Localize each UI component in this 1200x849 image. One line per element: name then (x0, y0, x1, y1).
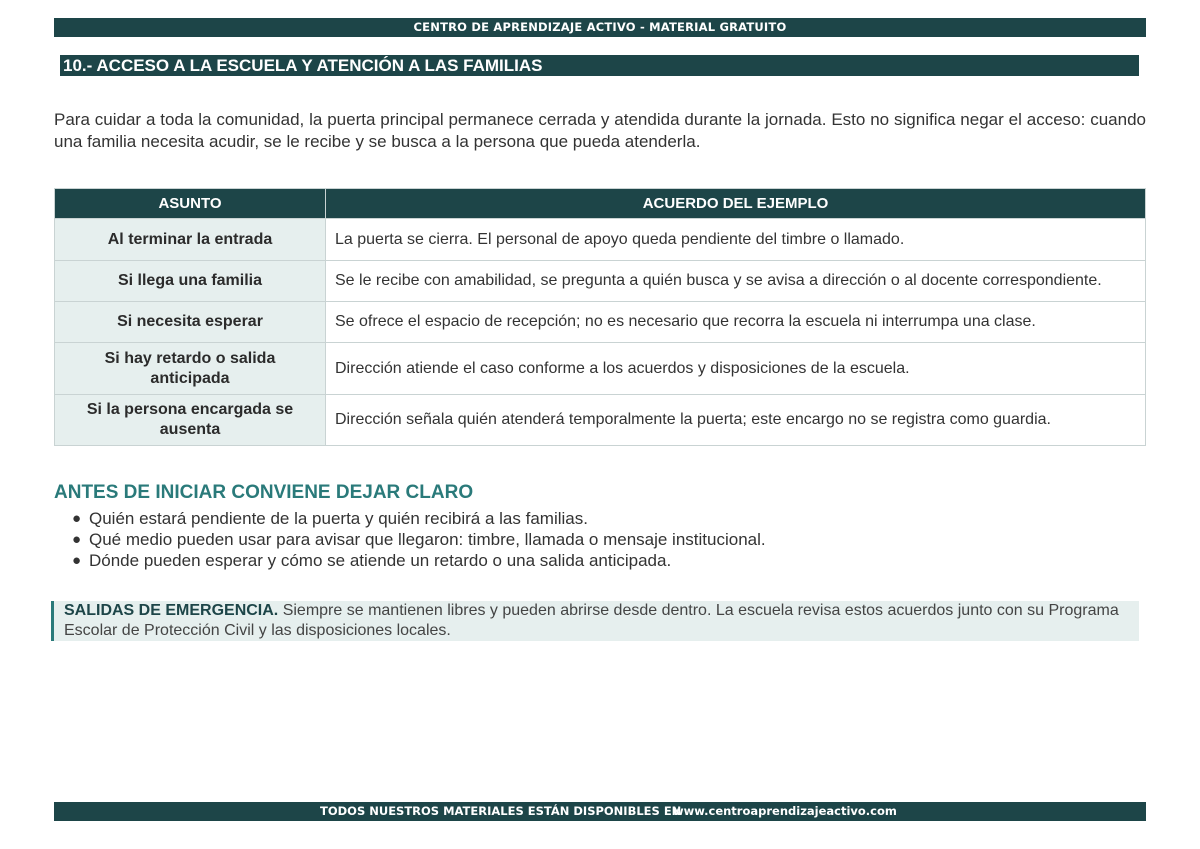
row-topic: Si la persona encargada se ausenta (55, 395, 326, 446)
header-banner: CENTRO DE APRENDIZAJE ACTIVO - MATERIAL GRATUITO (54, 18, 1146, 37)
section-title: 10.- ACCESO A LA ESCUELA Y ATENCIÓN A LAS FAMILIAS (60, 55, 1139, 76)
list-item (54, 550, 766, 571)
table-row (55, 219, 1146, 261)
table-row (55, 343, 1146, 395)
footer-banner (54, 802, 1146, 821)
row-agreement: Dirección atiende el caso conforme a los acuerdos y disposiciones de la escuela. (326, 343, 1146, 395)
bullet-icon: ● (72, 531, 82, 548)
row-topic: Si llega una familia (55, 261, 326, 302)
list-item-text: Qué medio pueden usar para avisar que llegaron: timbre, llamada o mensaje institucional. (89, 530, 766, 549)
emergency-callout (51, 601, 1139, 641)
table-row (55, 395, 1146, 446)
column-header-topic: ASUNTO (55, 189, 326, 219)
row-agreement: Se le recibe con amabilidad, se pregunta a quién busca y se avisa a dirección o al docente correspondiente. (326, 261, 1146, 302)
row-agreement: La puerta se cierra. El personal de apoyo queda pendiente del timbre o llamado. (326, 219, 1146, 261)
table-row (55, 302, 1146, 343)
list-item-text: Dónde pueden esperar y cómo se atiende un retardo o una salida anticipada. (89, 551, 672, 570)
list-item (54, 508, 766, 529)
bullet-icon: ● (72, 552, 82, 569)
list-item-text: Quién estará pendiente de la puerta y quién recibirá a las familias. (89, 509, 588, 528)
checklist-heading: ANTES DE INICIAR CONVIENE DEJAR CLARO (54, 482, 474, 503)
footer-url[interactable]: www.centroaprendizajeactivo.com (673, 804, 897, 818)
bullet-icon: ● (72, 510, 82, 527)
column-header-agreement: ACUERDO DEL EJEMPLO (326, 189, 1146, 219)
intro-paragraph: Para cuidar a toda la comunidad, la puerta principal permanece cerrada y atendida durante la jornada. Esto no significa negar el acceso: cuando una familia necesita acudir, se le recibe y se busca a la persona que pueda atenderla. (54, 110, 1146, 151)
row-agreement: Se ofrece el espacio de recepción; no es necesario que recorra la escuela ni interrumpa una clase. (326, 302, 1146, 343)
table-header-row (55, 189, 1146, 219)
callout-title: SALIDAS DE EMERGENCIA. (64, 602, 279, 619)
agreements-table (54, 188, 1146, 446)
row-topic: Si necesita esperar (55, 302, 326, 343)
checklist (54, 508, 766, 571)
table-row (55, 261, 1146, 302)
row-topic: Si hay retardo o salida anticipada (55, 343, 326, 395)
row-agreement: Dirección señala quién atenderá temporalmente la puerta; este encargo no se registra como guardia. (326, 395, 1146, 446)
list-item (54, 529, 766, 550)
footer-label: TODOS NUESTROS MATERIALES ESTÁN DISPONIBLES EN (320, 804, 682, 818)
row-topic: Al terminar la entrada (55, 219, 326, 261)
callout-text: Siempre se mantienen libres y pueden abrirse desde dentro. La escuela revisa estos acuerdos junto con su Programa Escolar de Protección Civil y las disposiciones locales. (64, 602, 1119, 639)
